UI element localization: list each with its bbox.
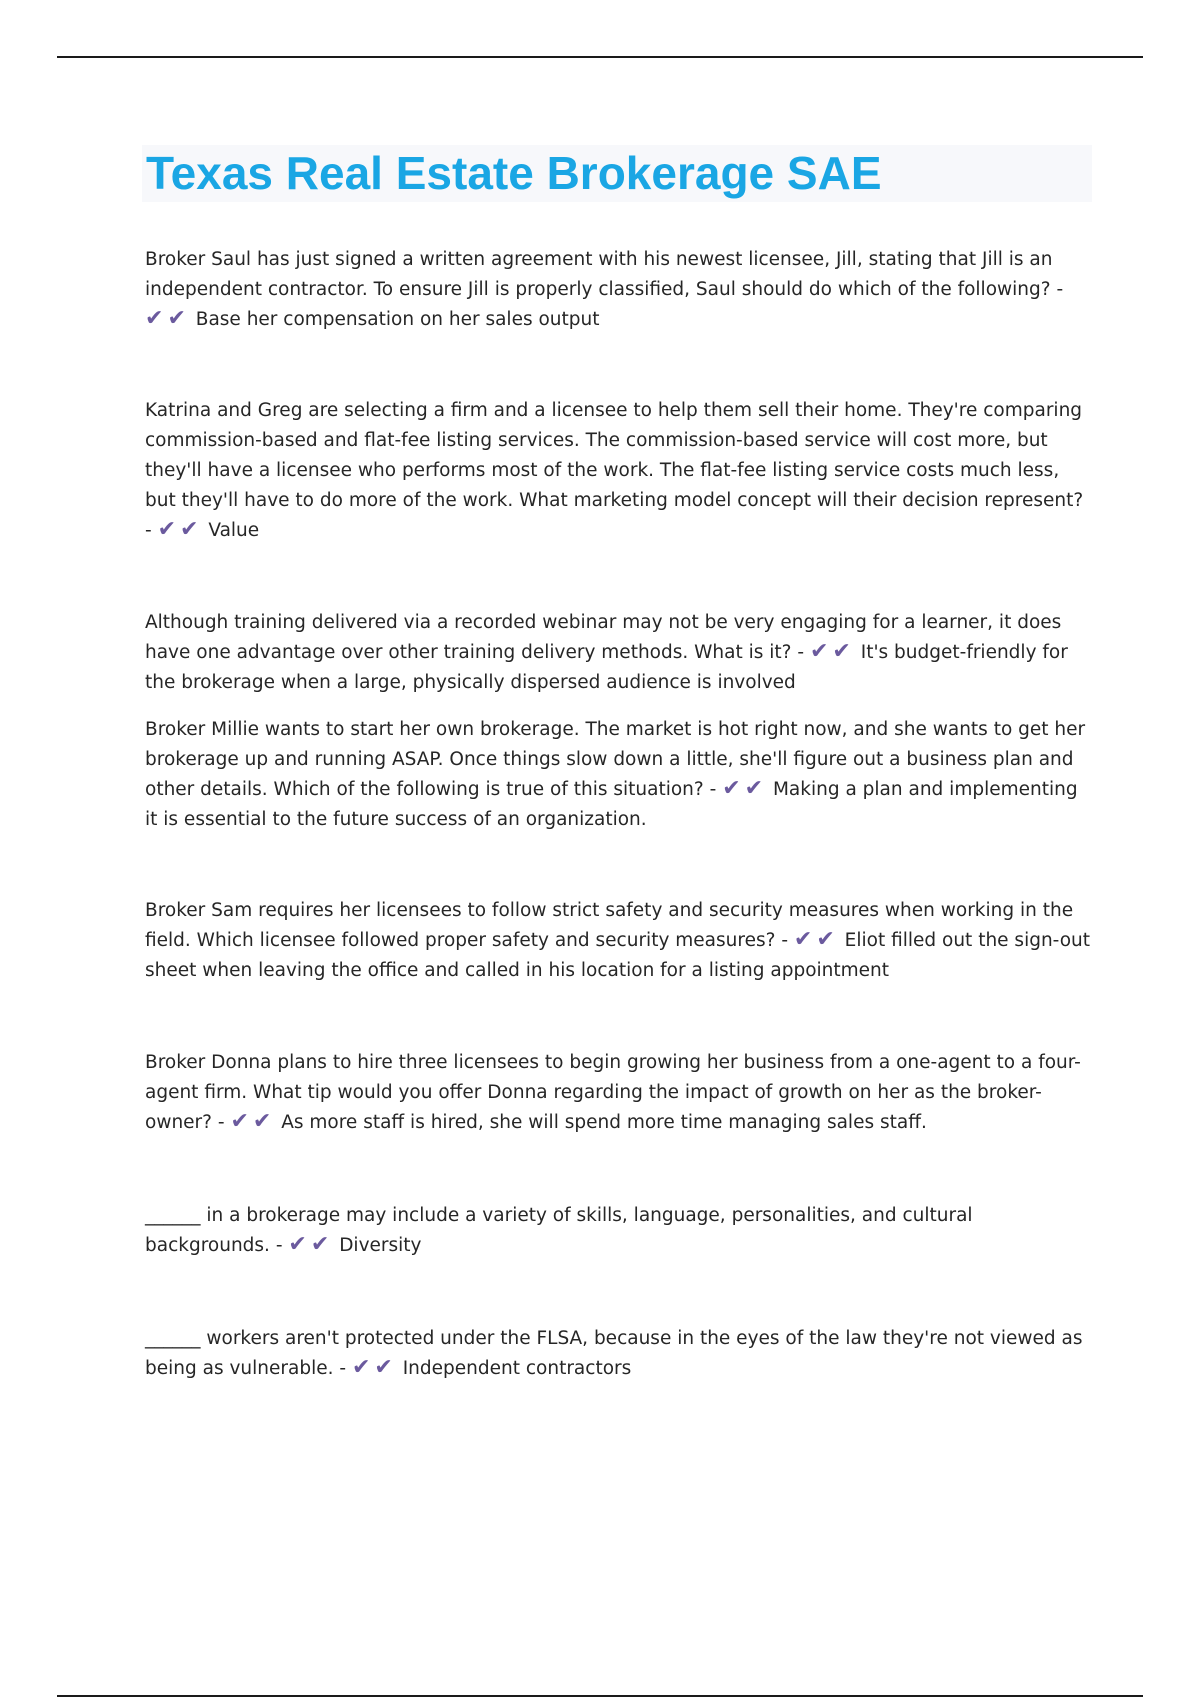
answer-checks: [230, 1109, 275, 1134]
qa-item-7: [145, 1201, 1090, 1261]
question-text: Broker Donna plans to hire three licensees to begin growing her business from a one-agent to a four-agent firm. What tip would you offer Donna regarding the impact of growth on her as the broker-owner?: [145, 1052, 1081, 1133]
answer-text: Value: [208, 520, 260, 541]
answer-checks: [793, 927, 839, 952]
separator: -: [797, 642, 805, 663]
answer-text: Making a plan and implementing it is essential to the future success of an organization.: [145, 779, 1078, 830]
question-text: Broker Sam requires her licensees to follow strict safety and security measures when working in the field. Which licensee followed proper safety and security measures?: [145, 900, 1074, 951]
answer-text: Eliot filled out the sign-out sheet when leaving the office and called in his location for a listing appointment: [145, 930, 1090, 981]
header-rule: [57, 56, 1143, 58]
answer-text: Base her compensation on her sales output: [195, 309, 600, 330]
separator: -: [709, 779, 717, 800]
checkmark-icon: ✔: [351, 1355, 371, 1380]
qa-item-1: [145, 245, 1090, 335]
answer-checks: [351, 1355, 397, 1380]
separator: -: [275, 1235, 283, 1256]
answer-text: It's budget-friendly for the brokerage when a large, physically dispersed audience is involved: [145, 642, 1068, 693]
checkmark-icon: ✔: [230, 1109, 249, 1134]
checkmark-icon: ✔: [816, 927, 835, 952]
document-title: Texas Real Estate Brokerage SAE: [146, 147, 882, 199]
qa-item-4: [145, 715, 1090, 835]
checkmark-icon: ✔: [310, 1232, 330, 1257]
separator: -: [339, 1358, 347, 1379]
answer-checks: [145, 306, 190, 331]
answer-text: As more staff is hired, she will spend more time managing sales staff.: [281, 1112, 927, 1133]
separator: -: [217, 1112, 225, 1133]
answer-checks: [288, 1232, 333, 1257]
checkmark-icon: ✔: [180, 517, 199, 542]
separator: -: [781, 930, 788, 951]
question-text: Broker Saul has just signed a written agreement with his newest licensee, Jill, stating that Jill is an independent contractor. To ensure Jill is properly classified, Saul should do which of the following?: [145, 249, 1053, 300]
qa-item-3: [145, 608, 1090, 698]
answer-checks: [157, 517, 203, 542]
checkmark-icon: ✔: [157, 517, 177, 542]
checkmark-icon: ✔: [832, 639, 851, 664]
footer-rule: [57, 1695, 1143, 1697]
checkmark-icon: ✔: [722, 776, 741, 801]
question-text: Broker Millie wants to start her own brokerage. The market is hot right now, and she wants to get her brokerage up and running ASAP. Once things slow down a little, she'll figure out a business plan and other details. Which of the following is true of this situation?: [145, 719, 1086, 800]
answer-checks: [809, 639, 855, 664]
answer-checks: [722, 776, 767, 801]
answer-text: Diversity: [339, 1235, 422, 1256]
answer-text: Independent contractors: [402, 1358, 632, 1379]
checkmark-icon: ✔: [252, 1109, 272, 1134]
checkmark-icon: ✔: [744, 776, 764, 801]
qa-item-5: [145, 896, 1090, 986]
question-text: Although training delivered via a recorded webinar may not be very engaging for a learner, it does have one advantage over other training delivery methods. What is it?: [145, 612, 1062, 663]
question-text: Katrina and Greg are selecting a firm and a licensee to help them sell their home. They're comparing commission-based and flat-fee listing services. The commission-based service will cost more, but they'll have a licensee who performs most of the work. The flat-fee listing service costs much less, but they'll have to do more of the work. What marketing model concept will their decision represent?: [145, 400, 1084, 511]
qa-item-2: [145, 396, 1090, 546]
separator: -: [145, 520, 152, 541]
question-text: ______ in a brokerage may include a variety of skills, language, personalities, and cultural backgrounds.: [145, 1205, 973, 1256]
question-text: ______ workers aren't protected under the FLSA, because in the eyes of the law they're not viewed as being as vulnerable.: [145, 1328, 1083, 1379]
checkmark-icon: ✔: [809, 639, 829, 664]
checkmark-icon: ✔: [793, 927, 813, 952]
checkmark-icon: ✔: [145, 306, 164, 331]
qa-item-6: [145, 1048, 1090, 1138]
separator: -: [1056, 279, 1064, 300]
qa-item-8: [145, 1324, 1090, 1384]
checkmark-icon: ✔: [288, 1232, 307, 1257]
checkmark-icon: ✔: [167, 306, 186, 331]
checkmark-icon: ✔: [374, 1355, 393, 1380]
